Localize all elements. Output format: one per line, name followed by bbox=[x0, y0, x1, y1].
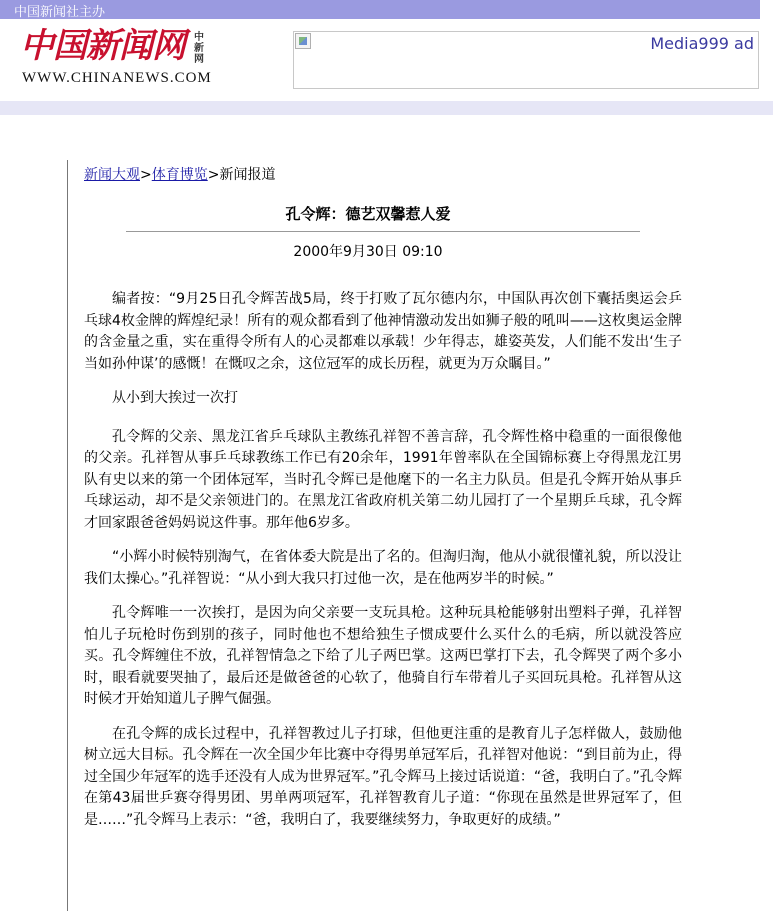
breadcrumb-separator: > bbox=[140, 167, 152, 183]
article-date: 2000年9月30日 09:10 bbox=[293, 244, 443, 260]
logo-small-text: 中新网 bbox=[194, 32, 204, 65]
article-paragraph: 编者按：“9月25日孔令辉苦战5局，终于打败了瓦尔德内尔，中国队再次创下囊括奥运会乒乓球4枚金牌的辉煌纪录！所有的观众都看到了他神情激动发出如狮子般的吼叫——这枚奥运金牌的含金量之重，实在重得令所有人的心灵都难以承载！少年得志，雄姿英发，人们能不发出‘生子当如孙仲谋’的感慨！在慨叹之余，这位冠军的成长历程，就更为万众瞩目。” bbox=[84, 291, 682, 372]
breadcrumb-current: 新闻报道 bbox=[219, 167, 276, 183]
breadcrumb-separator: > bbox=[207, 167, 220, 183]
logo-chinese: 中国新闻网 bbox=[20, 26, 185, 66]
site-logo[interactable] bbox=[20, 26, 220, 88]
header-divider-band bbox=[0, 101, 773, 115]
article-container bbox=[84, 160, 682, 844]
logo-english: WWW.CHINANEWS.COM bbox=[22, 70, 212, 86]
content-border bbox=[67, 160, 68, 911]
article-paragraph: 在孔令辉的成长过程中，孔祥智教过儿子打球，但他更注重的是教育儿子怎样做人，鼓励他树立远大目标。孔令辉在一次全国少年比赛中夺得男单冠军后，孔祥智对他说：“到目前为止，得过全国少年冠军的选手还没有人成为世界冠军。”孔令辉马上接过话说道：“爸，我明白了。”孔令辉在第43届世乒赛夺得男团、男单两项冠军，孔祥智教育儿子道：“你现在虽然是世界冠军了，但是……”孔令辉马上表示：“爸，我明白了，我要继续努力，争取更好的成绩。” bbox=[84, 725, 682, 828]
title-divider bbox=[126, 231, 640, 232]
article-paragraph: 孔令辉唯一一次挨打，是因为向父亲要一支玩具枪。这种玩具枪能够射出塑料子弹，孔祥智怕儿子玩枪时伤到别的孩子，同时他也不想给独生子惯成要什么买什么的毛病，所以就没答应买。孔令辉缠住不放，孔祥智情急之下给了儿子两巴掌。这两巴掌打下去，孔令辉哭了两个多小时，眼看就要哭抽了，最后还是做爸爸的心软了，他骑自行车带着儿子买回玩具枪。孔祥智从这时候才开始知道儿子脾气倔强。 bbox=[84, 605, 682, 707]
article-title: 孔令辉：德艺双馨惹人爱 bbox=[285, 205, 451, 223]
article-subheading: 从小到大挨过一次打 bbox=[112, 390, 238, 406]
top-banner bbox=[0, 0, 760, 19]
ad-text: Media999 ad bbox=[650, 34, 754, 53]
breadcrumb bbox=[84, 165, 682, 185]
topbar-text: 中国新闻社主办 bbox=[14, 5, 106, 20]
article-paragraph: “小辉小时候特别淘气，在省体委大院是出了名的。但淘归淘，他从小就很懂礼貌，所以没让我们太操心。”孔祥智说：“从小到大我只打过他一次，是在他两岁半的时候。” bbox=[84, 549, 682, 587]
breadcrumb-link-sports[interactable]: 体育博览 bbox=[151, 167, 208, 183]
article-body bbox=[84, 289, 682, 831]
breadcrumb-link-news[interactable]: 新闻大观 bbox=[84, 167, 140, 183]
broken-image-icon bbox=[295, 33, 311, 49]
article-paragraph: 孔令辉的父亲、黑龙江省乒乓球队主教练孔祥智不善言辞，孔令辉性格中稳重的一面很像他的父亲。孔祥智从事乒乓球教练工作已有20余年，1991年曾率队在全国锦标赛上夺得黑龙江男队有史以来的第一个团体冠军，当时孔令辉已是他麾下的一名主力队员。但是孔令辉开始从事乒乓球运动，却不是父亲领进门的。在黑龙江省政府机关第二幼儿园打了一个星期乒乓球，孔令辉才回家跟爸爸妈妈说这件事。那年他6岁多。 bbox=[84, 428, 682, 531]
ad-banner[interactable] bbox=[293, 31, 759, 89]
